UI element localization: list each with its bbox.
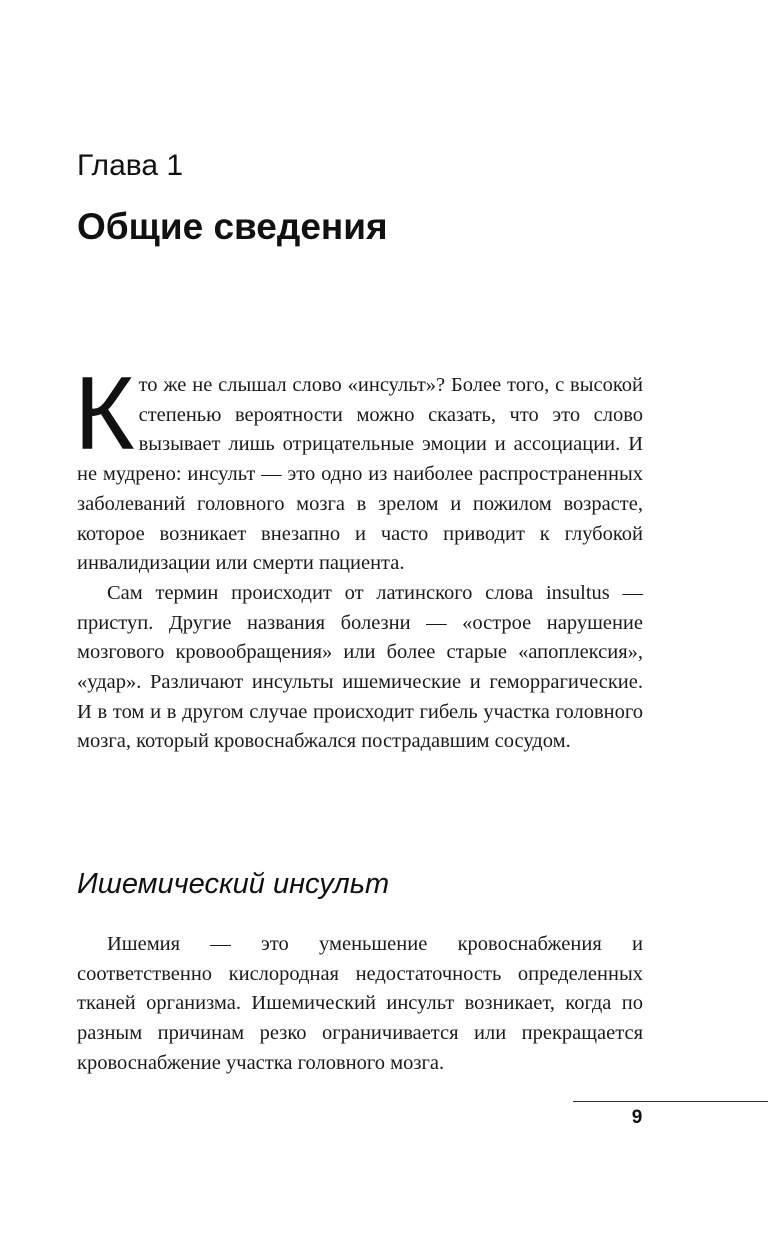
chapter-title: Общие сведения <box>77 206 388 247</box>
intro-paragraph-1 <box>74 356 643 579</box>
intro-text <box>74 356 643 757</box>
section-heading: Ишемический инсульт <box>77 868 390 900</box>
page-number: 9 <box>631 1107 643 1128</box>
drop-cap: К <box>74 356 135 472</box>
section-paragraph-1: Ишемия — это уменьшение кровоснабжения и соответственно кислородная недостаточность определенных тканей организма. Ишемический инсульт возникает, когда по разным причинам резко ограничивается или прекращается кровоснабжение участка головного мозга. <box>77 933 643 1074</box>
intro-paragraph-1-text: то же не слышал слово «инсульт»? Более того, с высокой степенью вероятности можно сказать, что это слово вызывает лишь отрицательные эмоции и ассоциации. И не мудрено: инсульт — это одно из наиболее распространенных заболеваний головного мозга в зрелом и пожилом возрасте, которое возникает внезапно и часто приводит к глубокой инвалидизации или смерти пациента. <box>77 374 643 575</box>
chapter-label: Глава 1 <box>77 149 184 182</box>
intro-paragraph-2: Сам термин происходит от латинского слова insultus — приступ. Другие названия болезни — «острое нарушение мозгового кровообращения» или более старые «апоплексия», «удар». Различают инсульты ишемические и геморрагические. И в том и в другом случае происходит гибель участка головного мозга, который кровоснабжался пострадавшим сосудом. <box>77 581 643 753</box>
section-text <box>77 930 643 1079</box>
footer-rule <box>573 1101 768 1102</box>
